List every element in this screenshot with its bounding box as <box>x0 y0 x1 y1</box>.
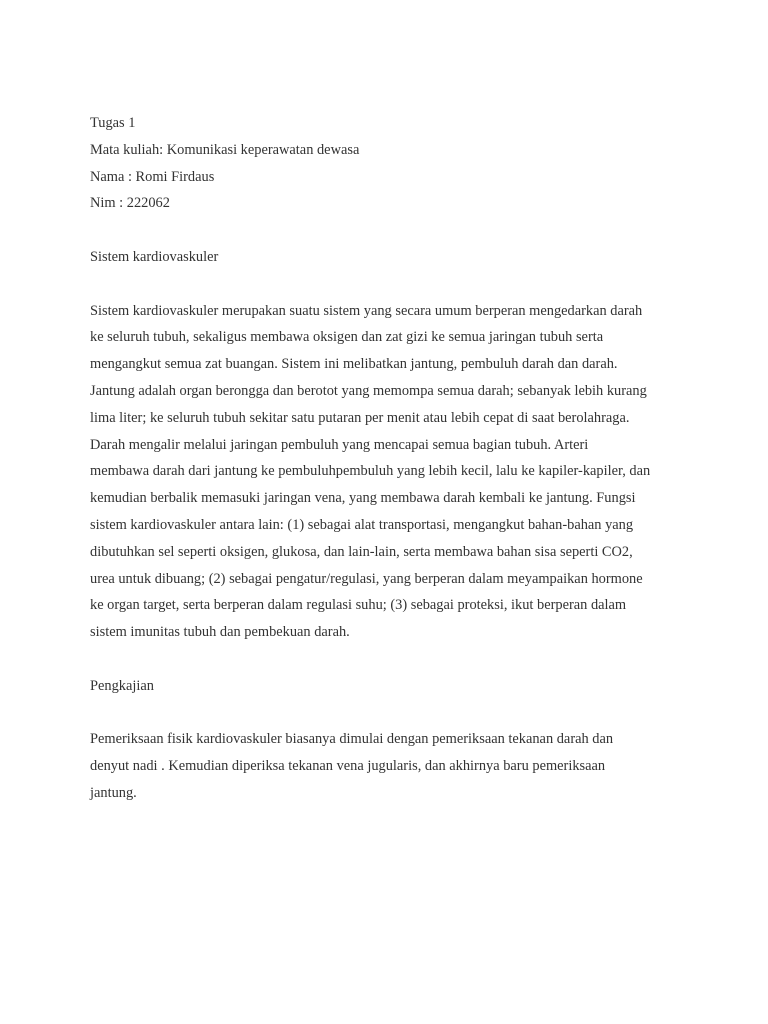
student-name: Nama : Romi Firdaus <box>90 168 215 185</box>
paragraph-line: lima liter; ke seluruh tubuh sekitar satu putaran per menit atau lebih cepat di saat berolahraga. <box>90 409 630 426</box>
paragraph-line: jantung. <box>90 784 137 801</box>
spacer <box>90 700 680 727</box>
section-heading-pengkajian: Pengkajian <box>90 677 154 694</box>
student-nim: Nim : 222062 <box>90 195 170 212</box>
paragraph-line: sistem kardiovaskuler antara lain: (1) sebagai alat transportasi, mengangkut bahan-bahan yang <box>90 516 634 533</box>
paragraph-line: sistem imunitas tubuh dan pembekuan darah. <box>90 624 350 641</box>
paragraph-line: denyut nadi . Kemudian diperiksa tekanan vena jugularis, dan akhirnya baru pemeriksaan <box>90 758 606 775</box>
paragraph-line: Sistem kardiovaskuler merupakan suatu sistem yang secara umum berperan mengedarkan darah <box>90 302 643 319</box>
spacer <box>90 217 680 244</box>
paragraph-line: kemudian berbalik memasuki jaringan vena, yang membawa darah kembali ke jantung. Fungsi <box>90 490 636 507</box>
paragraph-line: dibutuhkan sel seperti oksigen, glukosa, dan lain-lain, serta membawa bahan sisa seperti CO2, <box>90 543 633 560</box>
paragraph-line: membawa darah dari jantung ke pembuluhpembuluh yang lebih kecil, lalu ke kapiler-kapiler, dan <box>90 463 651 480</box>
section-heading-kardiovaskuler: Sistem kardiovaskuler <box>90 248 219 265</box>
paragraph-line: urea untuk dibuang; (2) sebagai pengatur/regulasi, yang berperan dalam meyampaikan hormone <box>90 570 643 587</box>
paragraph-pengkajian <box>90 726 680 806</box>
paragraph-line: ke seluruh tubuh, sekaligus membawa oksigen dan zat gizi ke semua jaringan tubuh serta <box>90 329 604 346</box>
paragraph-line: Pemeriksaan fisik kardiovaskuler biasanya dimulai dengan pemeriksaan tekanan darah dan <box>90 731 614 748</box>
paragraph-line: Jantung adalah organ berongga dan berotot yang memompa semua darah; sebanyak lebih kurang <box>90 382 647 399</box>
course-line: Mata kuliah: Komunikasi keperawatan dewasa <box>90 141 360 158</box>
paragraph-line: mengangkut semua zat buangan. Sistem ini melibatkan jantung, pembuluh darah dan darah. <box>90 356 618 373</box>
task-title: Tugas 1 <box>90 115 136 131</box>
document-page <box>90 110 680 807</box>
spacer <box>90 271 680 298</box>
paragraph-kardiovaskuler <box>90 298 680 646</box>
paragraph-line: Darah mengalir melalui jaringan pembuluh yang mencapai semua bagian tubuh. Arteri <box>90 436 589 453</box>
paragraph-line: ke organ target, serta berperan dalam regulasi suhu; (3) sebagai proteksi, ikut berperan dalam <box>90 597 627 614</box>
spacer <box>90 646 680 673</box>
